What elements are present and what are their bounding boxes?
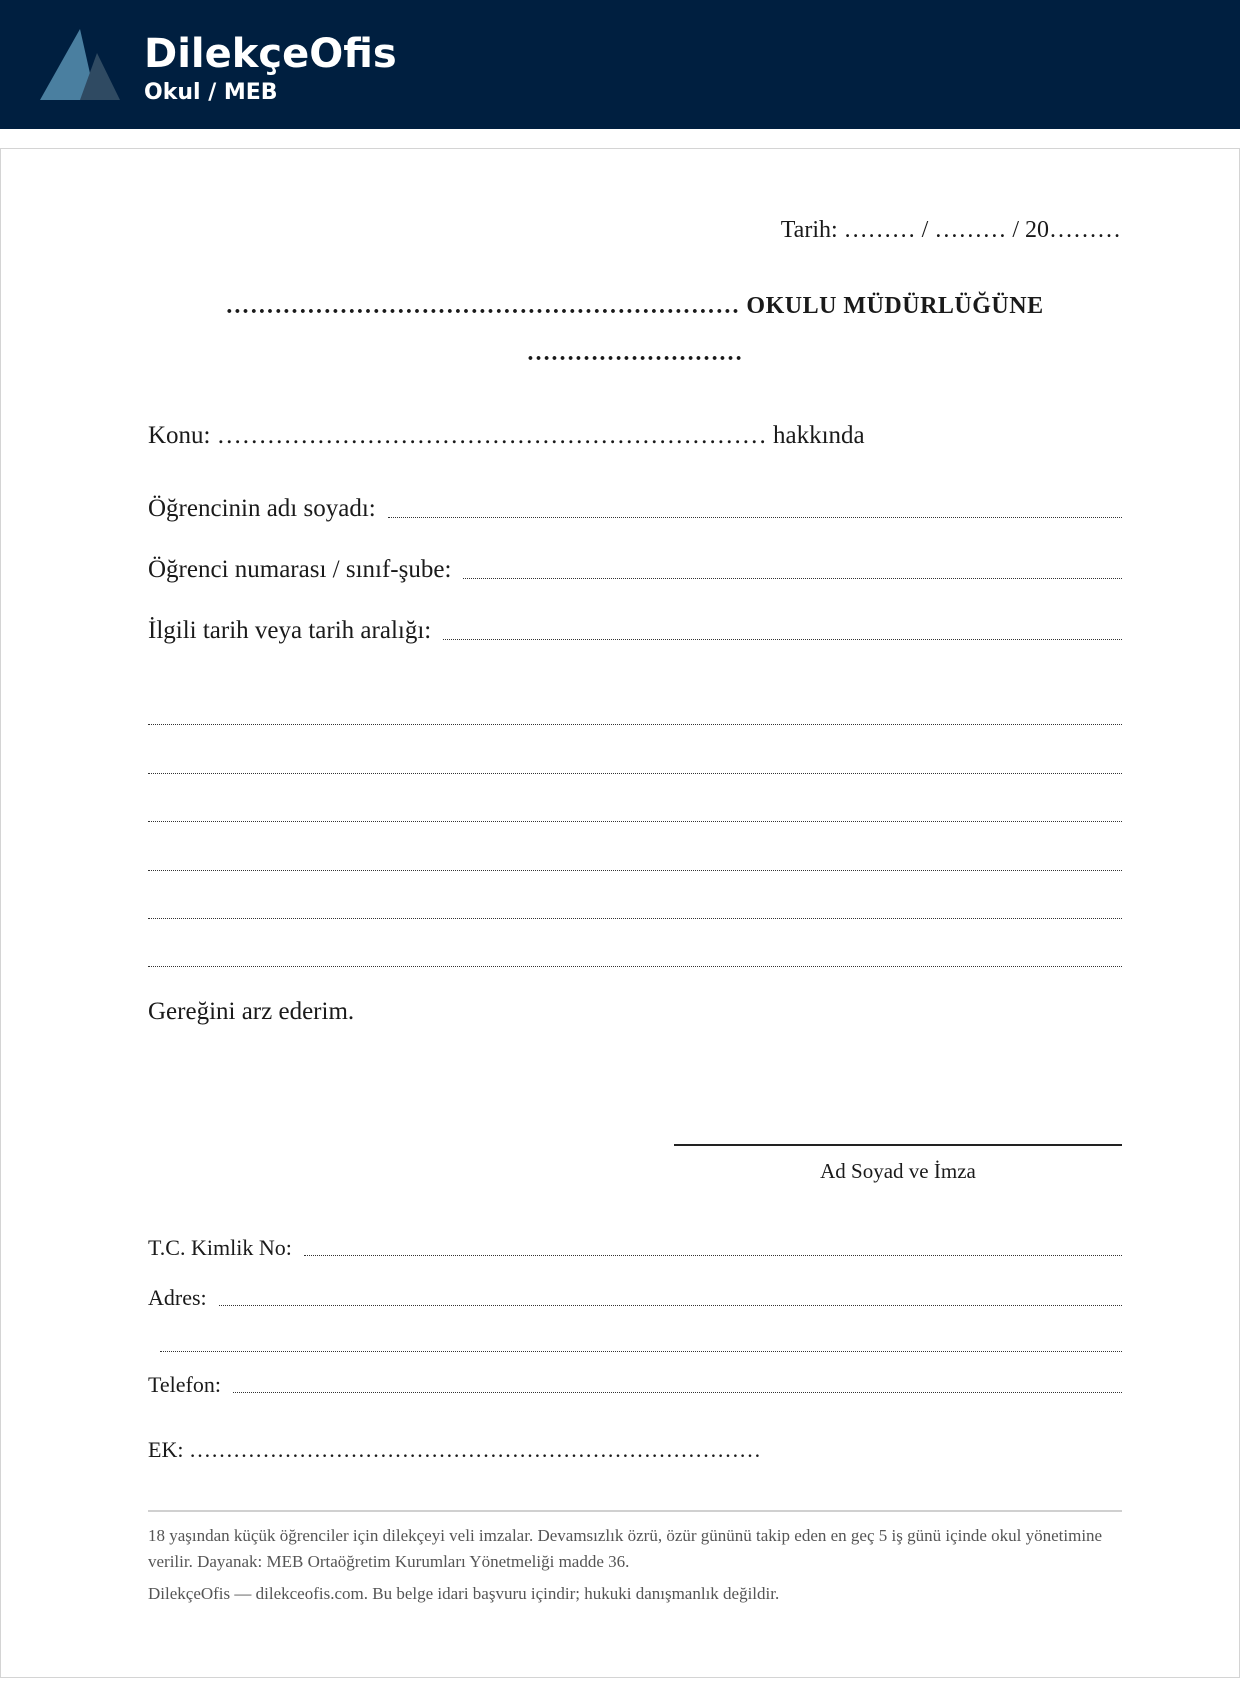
address-blank-line-2[interactable] xyxy=(160,1351,1122,1352)
body-blank-line[interactable] xyxy=(148,773,1122,774)
signature-label: Ad Soyad ve İmza xyxy=(820,1159,976,1183)
subject-line: Konu: ………………………………………………………… hakkında xyxy=(148,422,865,449)
address-blank[interactable] xyxy=(219,1304,1122,1306)
address-field[interactable] xyxy=(148,1282,1122,1314)
address-label: Adres: xyxy=(148,1285,207,1310)
brand-category: Okul / MEB xyxy=(144,80,278,105)
addressee-heading-line2: ……………………… xyxy=(526,340,743,366)
phone-field[interactable] xyxy=(148,1369,1122,1401)
phone-blank[interactable] xyxy=(233,1391,1122,1393)
footer-divider xyxy=(148,1510,1122,1512)
tc-id-label: T.C. Kimlik No: xyxy=(148,1235,292,1260)
date-line: Tarih: ……… / ……… / 20……… xyxy=(780,217,1121,243)
brand-title: DilekçeOfis xyxy=(144,31,397,77)
student-name-label: Öğrencinin adı soyadı: xyxy=(148,495,376,522)
closing-text: Gereğini arz ederim. xyxy=(148,998,355,1025)
phone-label: Telefon: xyxy=(148,1372,221,1397)
related-date-label: İlgili tarih veya tarih aralığı: xyxy=(148,617,432,644)
related-date-field[interactable] xyxy=(148,613,1122,649)
body-blank-line[interactable] xyxy=(148,966,1122,967)
tc-id-blank[interactable] xyxy=(304,1254,1122,1256)
body-blank-line[interactable] xyxy=(148,724,1122,725)
student-name-blank[interactable] xyxy=(388,516,1122,518)
student-number-field[interactable] xyxy=(148,552,1122,588)
student-number-label: Öğrenci numarası / sınıf-şube: xyxy=(148,556,452,583)
footer-text: DilekçeOfis — dilekceofis.com. Bu belge idari başvuru içindir; hukuki danışmanlık değildir. xyxy=(148,1584,780,1603)
body-blank-line[interactable] xyxy=(148,821,1122,822)
tc-id-field[interactable] xyxy=(148,1232,1122,1264)
header-bar xyxy=(0,0,1240,129)
attachment-line: EK: …………………………………………………………………… xyxy=(148,1437,761,1462)
body-blank-line[interactable] xyxy=(148,870,1122,871)
body-blank-line[interactable] xyxy=(148,918,1122,919)
student-name-field[interactable] xyxy=(148,491,1122,527)
legal-note: 18 yaşından küçük öğrenciler için dilekçeyi veli imzalar. Devamsızlık özrü, özür gününü takip eden en geç 5 iş günü içinde okul yönetimine verilir. Dayanak: MEB Ortaöğretim Kurumları Yönetmeliği madde 36. xyxy=(148,1526,1103,1571)
related-date-blank[interactable] xyxy=(443,638,1122,640)
student-number-blank[interactable] xyxy=(463,577,1122,579)
signature-line[interactable] xyxy=(674,1144,1122,1146)
triangle-logo-icon xyxy=(40,29,120,100)
addressee-heading: ……………………………………………………… OKULU MÜDÜRLÜĞÜNE xyxy=(225,293,1044,319)
